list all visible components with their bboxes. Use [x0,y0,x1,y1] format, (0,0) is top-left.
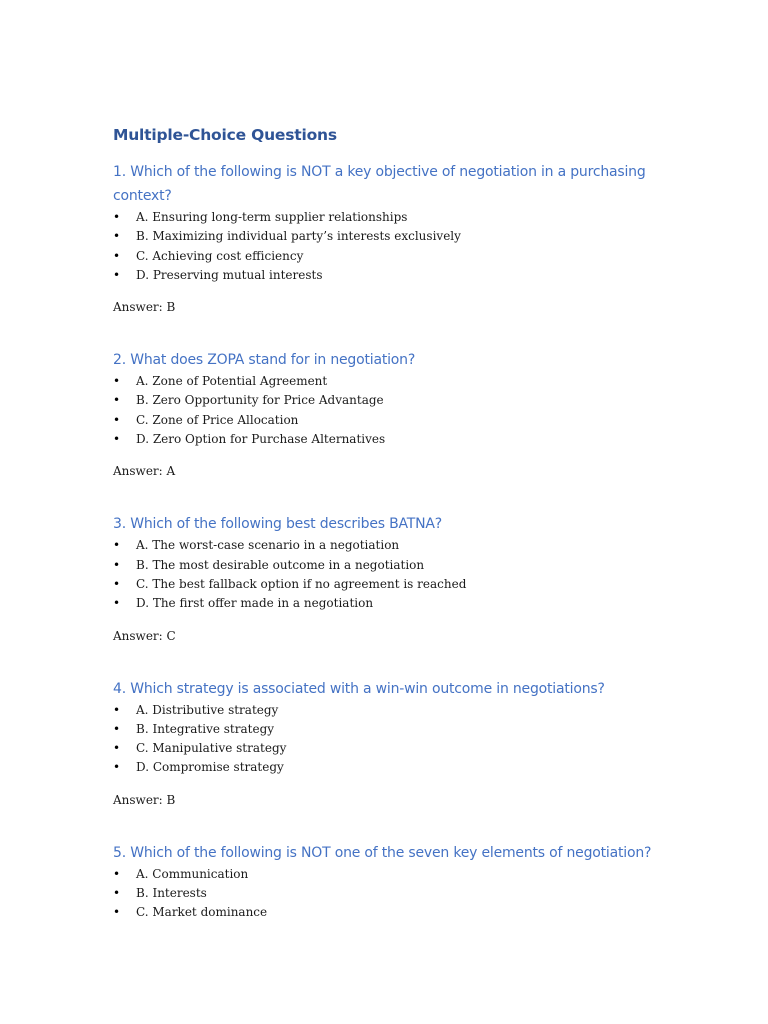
option-text: C. The best fallback option if no agreement is reached [136,576,467,591]
option-item [113,411,673,430]
option-text: B. The most desirable outcome in a negotiation [136,557,425,572]
option-list [113,208,673,285]
option-item [113,391,673,410]
bullet-icon: • [113,248,121,263]
option-text: D. Zero Option for Purchase Alternatives [136,432,386,447]
bullet-icon: • [113,741,121,756]
option-text: A. Ensuring long-term supplier relationships [136,210,408,224]
bullet-icon: • [113,721,121,736]
option-item [113,865,673,884]
bullet-icon: • [113,886,121,901]
question-text: 4. Which strategy is associated with a win-win outcome in negotiations? [113,680,605,697]
option-text: B. Integrative strategy [136,721,275,736]
bullet-icon: • [113,576,121,591]
option-item [113,575,673,594]
bullet-icon: • [113,374,121,389]
option-text: A. Distributive strategy [136,702,279,717]
option-text: C. Zone of Price Allocation [136,412,299,427]
option-item [113,430,673,449]
option-item [113,556,673,575]
option-text: B. Zero Opportunity for Price Advantage [136,393,384,408]
option-text: C. Manipulative strategy [136,741,287,756]
option-list [113,865,673,923]
option-list [113,536,673,613]
option-text: D. Preserving mutual interests [136,267,323,282]
option-item [113,227,673,246]
page-title: Multiple-Choice Questions [113,126,337,144]
question-block [113,677,673,810]
answer-text: Answer: B [113,792,176,807]
bullet-icon: • [113,905,121,920]
bullet-icon: • [113,267,121,282]
option-text: D. The first offer made in a negotiation [136,596,374,611]
bullet-icon: • [113,393,121,408]
question-block [113,512,673,645]
option-text: C. Achieving cost efficiency [136,248,304,263]
bullet-icon: • [113,412,121,427]
question-block [113,160,673,317]
answer-text: Answer: B [113,300,176,315]
question-text: 5. Which of the following is NOT one of the seven key elements of negotiation? [113,844,652,861]
option-text: B. Maximizing individual party’s interests exclusively [136,229,461,244]
option-item [113,536,673,555]
option-list [113,701,673,778]
option-text: B. Interests [136,886,207,901]
question-block [113,841,673,923]
document-content [113,124,673,923]
option-list [113,372,673,449]
question-block [113,348,673,481]
bullet-icon: • [113,866,121,881]
option-item [113,884,673,903]
option-text: C. Market dominance [136,905,268,920]
answer-text: Answer: C [113,628,176,643]
option-text: D. Compromise strategy [136,760,284,775]
bullet-icon: • [113,760,121,775]
option-item [113,758,673,777]
answer-text: Answer: A [113,464,176,479]
option-item [113,266,673,285]
option-item [113,247,673,266]
bullet-icon: • [113,557,121,572]
bullet-icon: • [113,432,121,447]
question-list [113,160,673,923]
bullet-icon: • [113,702,121,717]
question-text: 1. Which of the following is NOT a key objective of negotiation in a purchasing context? [113,164,646,204]
option-item [113,903,673,922]
option-item [113,739,673,758]
option-text: A. Zone of Potential Agreement [136,374,328,389]
bullet-icon: • [113,229,121,244]
option-item [113,701,673,720]
question-text: 2. What does ZOPA stand for in negotiation? [113,352,416,369]
option-item [113,720,673,739]
option-text: A. The worst-case scenario in a negotiation [136,538,400,553]
bullet-icon: • [113,210,121,224]
option-item [113,372,673,391]
option-item [113,594,673,613]
question-text: 3. Which of the following best describes BATNA? [113,516,443,533]
bullet-icon: • [113,596,121,611]
option-text: A. Communication [136,866,249,881]
option-item [113,208,673,227]
bullet-icon: • [113,538,121,553]
